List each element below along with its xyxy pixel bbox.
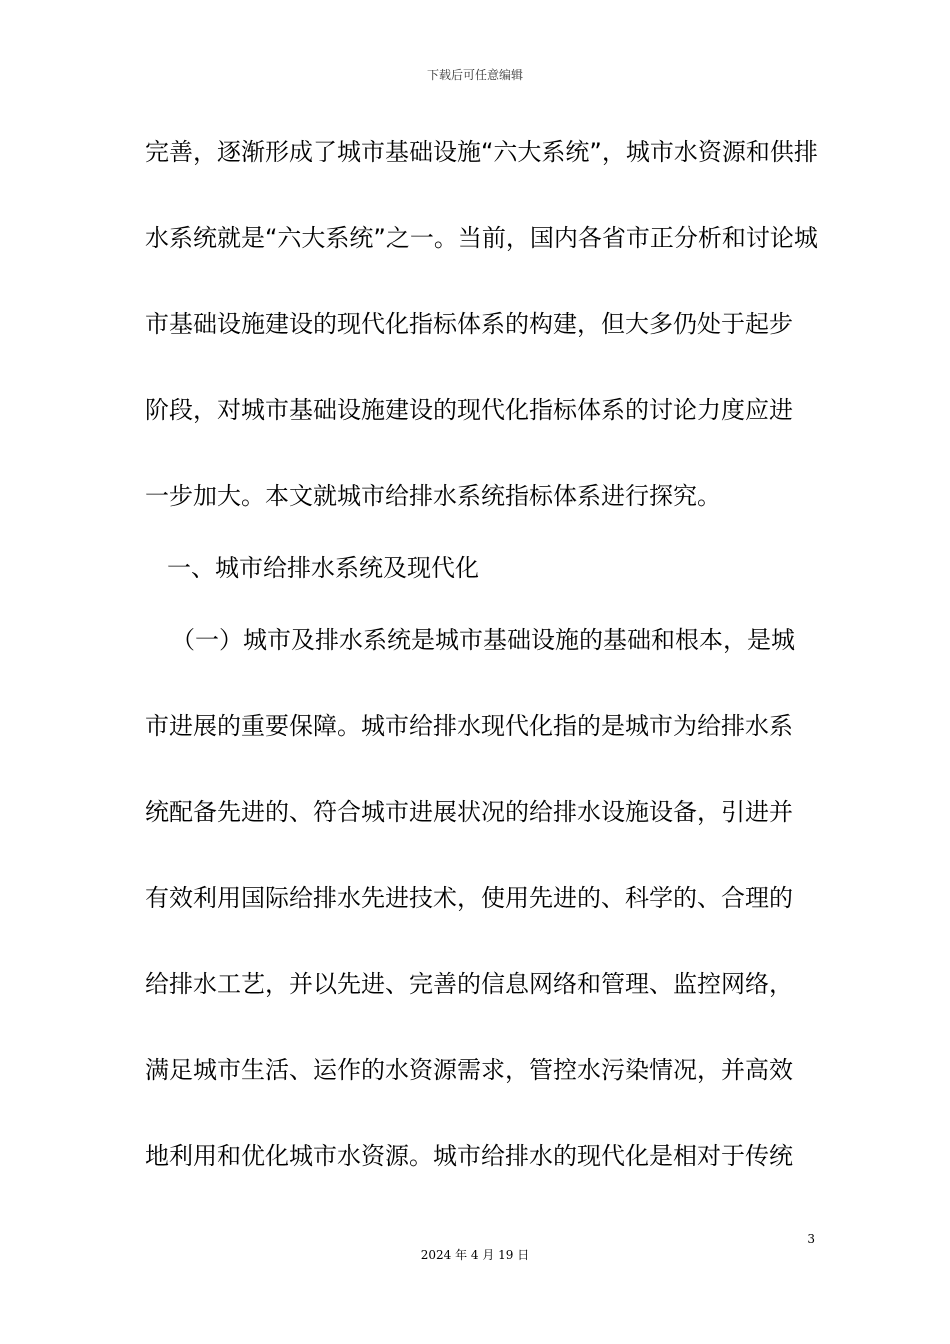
document-body [145, 128, 818, 1218]
text-line: 给排水工艺，并以先进、完善的信息网络和管理、监控网络， [145, 970, 793, 998]
text-line: 完善，逐渐形成了城市基础设施“六大系统”，城市水资源和供排 [145, 138, 818, 166]
text-line: 地利用和优化城市水资源。城市给排水的现代化是相对于传统 [145, 1142, 793, 1170]
page-header: 下载后可任意编辑 [426, 68, 523, 82]
page-footer-date: 2024 年 4 月 19 日 [420, 1248, 530, 1262]
text-line: 满足城市生活、运作的水资源需求，管控水污染情况，并高效 [145, 1056, 793, 1084]
text-line: 有效利用国际给排水先进技术，使用先进的、科学的、合理的 [145, 884, 793, 912]
text-line: 市进展的重要保障。城市给排水现代化指的是城市为给排水系 [145, 712, 793, 740]
text-line: 统配备先进的、符合城市进展状况的给排水设施设备，引进并 [145, 798, 793, 826]
text-line: 水系统就是“六大系统”之一。当前，国内各省市正分析和讨论城 [145, 224, 818, 252]
text-line: 阶段，对城市基础设施建设的现代化指标体系的讨论力度应进 [145, 396, 793, 424]
section-heading: 一、城市给排水系统及现代化 [167, 554, 479, 582]
text-line: 市基础设施建设的现代化指标体系的构建，但大多仍处于起步 [145, 310, 793, 338]
page-number: 3 [807, 1232, 815, 1246]
text-line: （一）城市及排水系统是城市基础设施的基础和根本，是城 [171, 626, 795, 654]
text-line: 一步加大。本文就城市给排水系统指标体系进行探究。 [145, 482, 721, 510]
